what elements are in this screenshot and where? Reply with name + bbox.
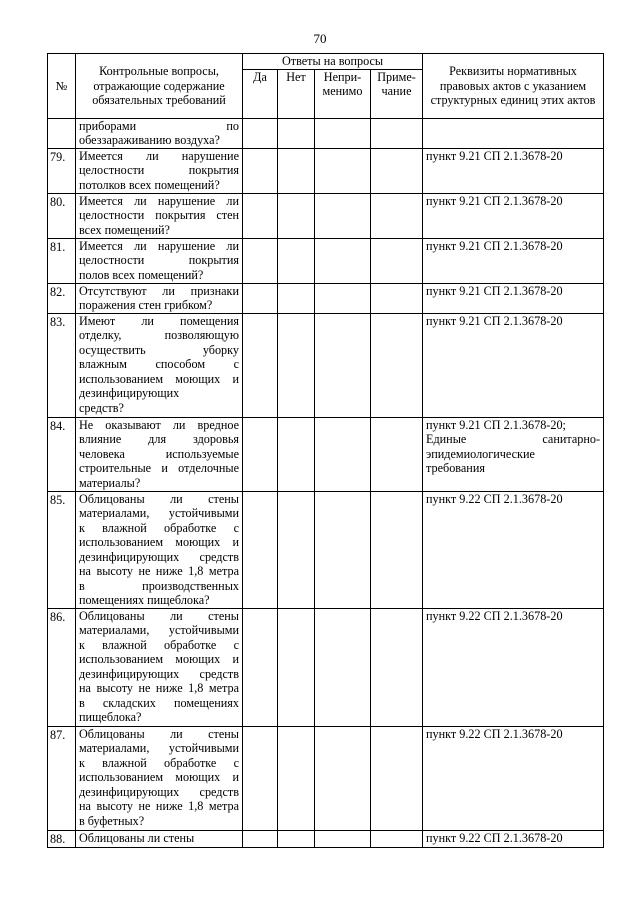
answer-yes-cell[interactable]: [243, 417, 278, 491]
question-line: потолков всех помещений?: [79, 177, 220, 192]
question-line: дезинфицирующих средств: [79, 549, 239, 564]
requisites-line: пункт 9.21 СП 2.1.3678-20: [426, 283, 563, 298]
question-line: отделку, позволяющую: [79, 328, 239, 342]
header-no: Нет: [278, 69, 315, 118]
answer-no-cell[interactable]: [278, 193, 315, 238]
requisites-cell: [423, 830, 604, 848]
answer-no-cell[interactable]: [278, 608, 315, 726]
checklist-table: [47, 53, 604, 848]
question-line: поражения стен грибком?: [79, 298, 213, 312]
header-note: Приме- чание: [371, 69, 423, 118]
table-row: [48, 118, 604, 148]
row-number: 85.: [48, 491, 76, 608]
question-cell: [76, 726, 243, 830]
question-line: материалы?: [79, 475, 141, 490]
answer-note-cell[interactable]: [371, 148, 423, 193]
answer-note-cell[interactable]: [371, 283, 423, 313]
header-requisites: Реквизиты нормативных правовых актов с указанием структурных единиц этих актов: [423, 54, 604, 119]
answer-no-cell[interactable]: [278, 118, 315, 148]
question-line: к влажной обработке с: [79, 637, 239, 652]
requisites-cell: [423, 313, 604, 417]
question-line: осуществить уборку: [79, 342, 239, 357]
question-cell: [76, 148, 243, 193]
header-yes: Да: [243, 69, 278, 118]
question-line: целостности покрытия: [79, 253, 239, 267]
table-row: [48, 283, 604, 313]
question-line: дезинфицирующих: [79, 386, 180, 400]
question-line: целостности покрытия: [79, 163, 239, 177]
answer-note-cell[interactable]: [371, 491, 423, 608]
question-cell: [76, 283, 243, 313]
requisites-line: Единые санитарно-: [426, 432, 601, 446]
question-line: в складских помещениях: [79, 695, 239, 710]
question-line: на высоту не ниже 1,8 метра: [79, 681, 239, 695]
question-line: человека используемые: [79, 446, 239, 461]
answer-note-cell[interactable]: [371, 238, 423, 283]
question-line: средств?: [79, 400, 124, 415]
requisites-cell: [423, 193, 604, 238]
table-row: [48, 830, 604, 848]
answer-note-cell[interactable]: [371, 830, 423, 848]
requisites-cell: [423, 491, 604, 608]
table-row: [48, 193, 604, 238]
answer-not-applicable-cell[interactable]: [315, 491, 371, 608]
requisites-line: требования: [426, 461, 485, 475]
table-row: [48, 238, 604, 283]
answer-yes-cell[interactable]: [243, 148, 278, 193]
answer-yes-cell[interactable]: [243, 238, 278, 283]
requisites-line: пункт 9.22 СП 2.1.3678-20: [426, 608, 563, 623]
question-line: на высоту не ниже 1,8 метра: [79, 799, 239, 813]
question-line: помещениях пищеблока?: [79, 593, 210, 607]
requisites-line: пункт 9.21 СП 2.1.3678-20: [426, 238, 563, 253]
question-line: приборами по: [79, 118, 239, 133]
requisites-line: пункт 9.22 СП 2.1.3678-20: [426, 726, 563, 741]
question-cell: [76, 830, 243, 848]
answer-yes-cell[interactable]: [243, 118, 278, 148]
question-line: использованием моющих и: [79, 652, 239, 666]
answer-yes-cell[interactable]: [243, 283, 278, 313]
question-cell: [76, 193, 243, 238]
question-line: в производственных: [79, 578, 239, 593]
question-line: в буфетных?: [79, 813, 145, 828]
header-question: Контрольные вопросы, отражающие содержание обязательных требований: [76, 54, 243, 119]
question-line: материалами, устойчивыми: [79, 506, 239, 520]
answer-not-applicable-cell[interactable]: [315, 608, 371, 726]
question-line: полов всех помещений?: [79, 267, 204, 282]
question-line: дезинфицирующих средств: [79, 784, 239, 799]
question-line: дезинфицирующих средств: [79, 666, 239, 681]
question-cell: [76, 608, 243, 726]
answer-not-applicable-cell[interactable]: [315, 148, 371, 193]
answer-not-applicable-cell[interactable]: [315, 118, 371, 148]
requisites-cell: [423, 238, 604, 283]
question-line: использованием моющих и: [79, 371, 239, 386]
question-line: Имеется ли нарушение ли: [79, 238, 239, 253]
table-row: [48, 726, 604, 830]
answer-not-applicable-cell[interactable]: [315, 283, 371, 313]
row-number: 87.: [48, 726, 76, 830]
answer-no-cell[interactable]: [278, 830, 315, 848]
requisites-line: пункт 9.22 СП 2.1.3678-20: [426, 491, 563, 506]
answer-no-cell[interactable]: [278, 491, 315, 608]
question-cell: [76, 313, 243, 417]
row-number: 86.: [48, 608, 76, 726]
row-number: 80.: [48, 193, 76, 238]
answer-no-cell[interactable]: [278, 238, 315, 283]
requisites-cell: [423, 608, 604, 726]
row-number: 88.: [48, 830, 76, 848]
table-row: [48, 417, 604, 491]
header-num: №: [48, 54, 76, 119]
answer-note-cell[interactable]: [371, 118, 423, 148]
row-number: 83.: [48, 313, 76, 417]
row-number: 84.: [48, 417, 76, 491]
answer-yes-cell[interactable]: [243, 608, 278, 726]
table-row: [48, 313, 604, 417]
header-not-applicable: Непри- менимо: [315, 69, 371, 118]
table-row: [48, 148, 604, 193]
question-line: строительные и отделочные: [79, 461, 239, 475]
answer-yes-cell[interactable]: [243, 830, 278, 848]
question-line: пищеблока?: [79, 710, 142, 724]
answer-not-applicable-cell[interactable]: [315, 313, 371, 417]
row-number: 81.: [48, 238, 76, 283]
question-line: Облицованы ли стены: [79, 830, 195, 845]
answer-note-cell[interactable]: [371, 608, 423, 726]
question-line: влажным способом с: [79, 357, 239, 371]
question-line: Отсутствуют ли признаки: [79, 283, 239, 298]
question-line: использованием моющих и: [79, 535, 239, 549]
question-line: Облицованы ли стены: [79, 726, 239, 741]
header-answers: Ответы на вопросы: [243, 54, 423, 70]
answer-yes-cell[interactable]: [243, 491, 278, 608]
row-number: 82.: [48, 283, 76, 313]
question-line: Имеется ли нарушение: [79, 148, 239, 163]
row-number: [48, 118, 76, 148]
requisites-line: пункт 9.21 СП 2.1.3678-20;: [426, 417, 566, 432]
answer-note-cell[interactable]: [371, 726, 423, 830]
requisites-cell: [423, 148, 604, 193]
table-row: [48, 491, 604, 608]
question-line: на высоту не ниже 1,8 метра: [79, 564, 239, 578]
question-cell: [76, 491, 243, 608]
answer-yes-cell[interactable]: [243, 193, 278, 238]
question-line: Облицованы ли стены: [79, 491, 239, 506]
answer-no-cell[interactable]: [278, 283, 315, 313]
answer-no-cell[interactable]: [278, 148, 315, 193]
requisites-line: пункт 9.22 СП 2.1.3678-20: [426, 830, 563, 845]
table-row: [48, 608, 604, 726]
requisites-cell: [423, 283, 604, 313]
question-line: материалами, устойчивыми: [79, 741, 239, 755]
requisites-line: эпидемиологические: [426, 446, 535, 461]
question-cell: [76, 417, 243, 491]
answer-note-cell[interactable]: [371, 313, 423, 417]
page-number: 70: [313, 31, 327, 46]
question-line: обеззараживанию воздуха?: [79, 133, 220, 147]
answer-note-cell[interactable]: [371, 193, 423, 238]
question-line: целостности покрытия стен: [79, 208, 239, 222]
question-line: влияние для здоровья: [79, 432, 239, 446]
answer-not-applicable-cell[interactable]: [315, 193, 371, 238]
question-line: использованием моющих и: [79, 770, 239, 784]
question-line: материалами, устойчивыми: [79, 623, 239, 637]
question-line: к влажной обработке с: [79, 520, 239, 535]
question-line: всех помещений?: [79, 222, 170, 237]
answer-not-applicable-cell[interactable]: [315, 726, 371, 830]
requisites-cell: [423, 726, 604, 830]
question-line: Облицованы ли стены: [79, 608, 239, 623]
answer-note-cell[interactable]: [371, 417, 423, 491]
question-cell: [76, 118, 243, 148]
answer-no-cell[interactable]: [278, 417, 315, 491]
question-line: к влажной обработке с: [79, 755, 239, 770]
question-line: Имеют ли помещения: [79, 313, 239, 328]
answer-no-cell[interactable]: [278, 313, 315, 417]
row-number: 79.: [48, 148, 76, 193]
requisites-line: пункт 9.21 СП 2.1.3678-20: [426, 313, 563, 328]
requisites-line: пункт 9.21 СП 2.1.3678-20: [426, 193, 563, 208]
question-line: Имеется ли нарушение ли: [79, 193, 239, 208]
requisites-line: пункт 9.21 СП 2.1.3678-20: [426, 148, 563, 163]
question-cell: [76, 238, 243, 283]
answer-yes-cell[interactable]: [243, 313, 278, 417]
requisites-cell: [423, 417, 604, 491]
answer-no-cell[interactable]: [278, 726, 315, 830]
answer-not-applicable-cell[interactable]: [315, 238, 371, 283]
requisites-cell: [423, 118, 604, 148]
answer-not-applicable-cell[interactable]: [315, 417, 371, 491]
answer-yes-cell[interactable]: [243, 726, 278, 830]
answer-not-applicable-cell[interactable]: [315, 830, 371, 848]
question-line: Не оказывают ли вредное: [79, 417, 239, 432]
